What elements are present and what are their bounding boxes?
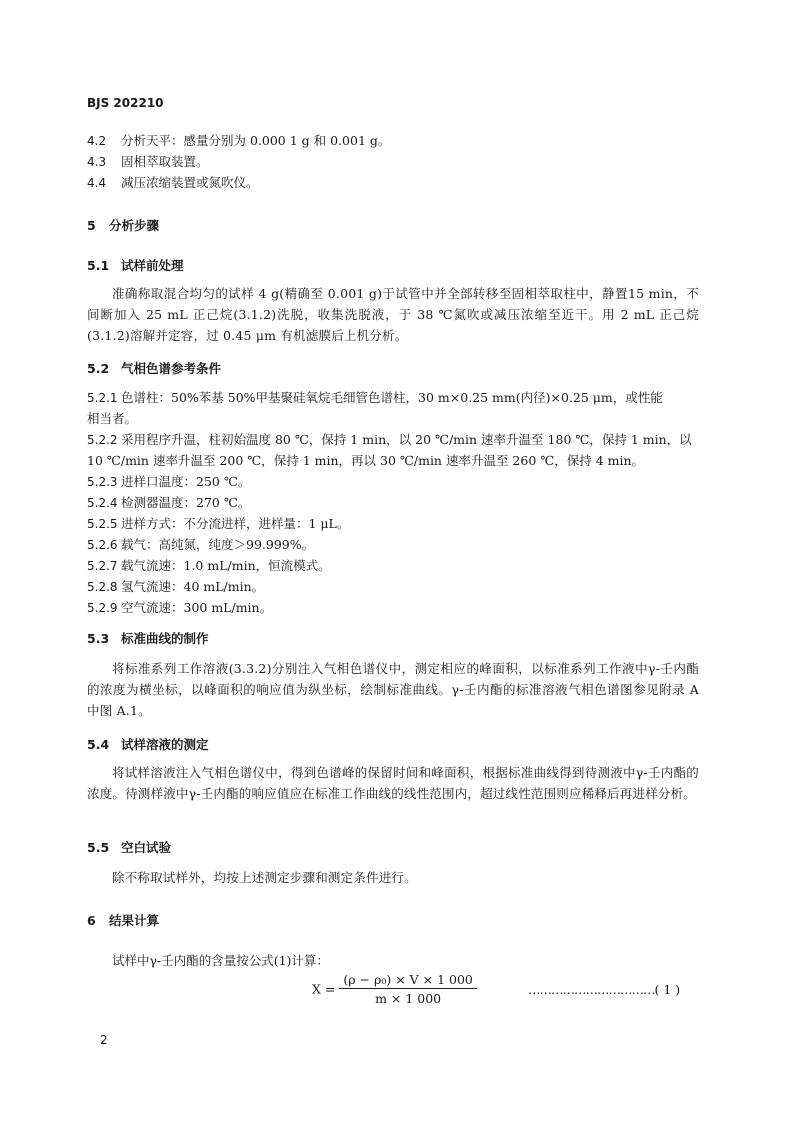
section-5-5-paragraph: 除不称取试样外，均按上述测定步骤和测定条件进行。 <box>112 870 417 885</box>
item-number: 5.2.1 <box>87 391 118 405</box>
formula-leader-dots: …………………………… <box>528 982 655 997</box>
section-5-4-paragraph: 将试样溶液注入气相色谱仪中，得到色谱峰的保留时间和峰面积，根据标准曲线得到待测液中γ-壬内酯的浓度。待测样液中γ-壬内酯的响应值应在标准工作曲线的线性范围内，超过线性范围则应稀释后再进样分析。 <box>87 765 699 801</box>
condition-5-2-5 <box>87 514 349 532</box>
section-5-heading <box>87 216 159 234</box>
formula-denominator: m × 1 000 <box>375 991 442 1006</box>
condition-5-2-2 <box>87 430 692 448</box>
item-number: 5.2.7 <box>87 559 118 573</box>
section-5-2-heading <box>87 359 221 377</box>
section-number: 5.4 <box>87 737 110 752</box>
item-text: 检测器温度：270 ℃。 <box>121 495 251 510</box>
section-5-4-heading <box>87 735 209 753</box>
list-item-4-2 <box>87 131 390 149</box>
item-text: 进样方式：不分流进样，进样量：1 μL。 <box>121 516 350 531</box>
section-5-1-heading <box>87 256 184 274</box>
formula-number: ( 1 ) <box>654 982 681 997</box>
item-text: 分析天平：感量分别为 0.000 1 g 和 0.001 g。 <box>121 133 391 148</box>
item-number: 5.2.2 <box>87 433 118 447</box>
condition-5-2-7 <box>87 556 331 574</box>
section-number: 5.5 <box>87 840 110 855</box>
item-text: 载气流速：1.0 mL/min，恒流模式。 <box>121 558 331 573</box>
item-number: 5.2.5 <box>87 517 118 531</box>
item-number: 5.2.3 <box>87 475 118 489</box>
condition-5-2-1-continued: 相当者。 <box>87 411 138 426</box>
item-text: 载气：高纯氮，纯度＞99.999%。 <box>121 537 315 552</box>
condition-5-2-1 <box>87 388 663 406</box>
condition-5-2-2-continued: 10 ℃/min 速率升温至 200 ℃，保持 1 min，再以 30 ℃/min 速率升温至 260 ℃，保持 4 min。 <box>87 453 645 468</box>
condition-5-2-8 <box>87 577 264 595</box>
condition-5-2-4 <box>87 493 250 511</box>
section-title: 结果计算 <box>109 913 160 928</box>
section-5-3-paragraph: 将标准系列工作溶液(3.3.2)分别注入气相色谱仪中，测定相应的峰面积，以标准系列工作液中γ-壬内酯的浓度为横坐标，以峰面积的响应值为纵坐标，绘制标准曲线。γ-壬内酯的标准溶液气相色谱图参见附录 A 中图 A.1。 <box>87 661 699 718</box>
section-title: 试样前处理 <box>121 258 184 273</box>
item-text: 减压浓缩装置或氮吹仪。 <box>121 175 259 190</box>
section-number: 6 <box>87 913 96 928</box>
section-title: 气相色谱参考条件 <box>121 361 222 376</box>
item-number: 5.2.9 <box>87 601 118 615</box>
item-text: 采用程序升温，柱初始温度 80 ℃，保持 1 min，以 20 ℃/min 速率升温至 180 ℃，保持 1 min，以 <box>121 432 692 447</box>
item-text: 进样口温度：250 ℃。 <box>121 474 251 489</box>
item-number: 5.2.8 <box>87 580 118 594</box>
section-5-1-paragraph: 准确称取混合均匀的试样 4 g(精确至 0.001 g)于试管中并全部转移至固相萃取柱中，静置15 min，不间断加入 25 mL 正己烷(3.1.2)洗脱，收集洗脱液，于 38 ℃氮吹或减压浓缩至近干。用 2 mL 正己烷(3.1.2)溶解并定容，过 0.45 μm 有机滤膜后上机分析。 <box>87 286 699 343</box>
item-number: 4.4 <box>87 176 107 190</box>
section-number: 5 <box>87 218 96 233</box>
formula-lhs: X = <box>312 981 336 997</box>
formula-numerator: (ρ − ρ₀) × V × 1 000 <box>339 972 477 989</box>
section-number: 5.2 <box>87 361 110 376</box>
section-title: 空白试验 <box>121 840 172 855</box>
document-code: BJS 202210 <box>87 96 164 110</box>
section-title: 分析步骤 <box>109 218 160 233</box>
section-5-3-heading <box>87 629 209 647</box>
condition-5-2-6 <box>87 535 314 553</box>
item-text: 固相萃取装置。 <box>121 154 209 169</box>
item-number: 4.3 <box>87 155 107 169</box>
item-text: 空气流速：300 mL/min。 <box>121 600 273 615</box>
condition-5-2-9 <box>87 598 272 616</box>
list-item-4-3 <box>87 152 209 170</box>
formula-intro: 试样中γ-壬内酯的含量按公式(1)计算： <box>112 953 329 968</box>
section-number: 5.3 <box>87 631 110 646</box>
item-number: 4.2 <box>87 134 107 148</box>
list-item-4-4 <box>87 173 259 191</box>
section-6-heading <box>87 911 159 929</box>
section-5-5-heading <box>87 838 171 856</box>
condition-5-2-3 <box>87 472 250 490</box>
page-number: 2 <box>100 1033 108 1047</box>
item-text: 色谱柱：50%苯基 50%甲基聚硅氧烷毛细管色谱柱，30 m×0.25 mm(内径)×0.25 μm，或性能 <box>121 390 663 405</box>
section-number: 5.1 <box>87 258 110 273</box>
formula-1 <box>312 972 477 1006</box>
item-number: 5.2.4 <box>87 496 118 510</box>
section-title: 试样溶液的测定 <box>121 737 209 752</box>
formula-label <box>528 982 680 997</box>
item-text: 氢气流速：40 mL/min。 <box>121 579 265 594</box>
formula-fraction <box>339 972 477 1006</box>
section-title: 标准曲线的制作 <box>121 631 209 646</box>
item-number: 5.2.6 <box>87 538 118 552</box>
